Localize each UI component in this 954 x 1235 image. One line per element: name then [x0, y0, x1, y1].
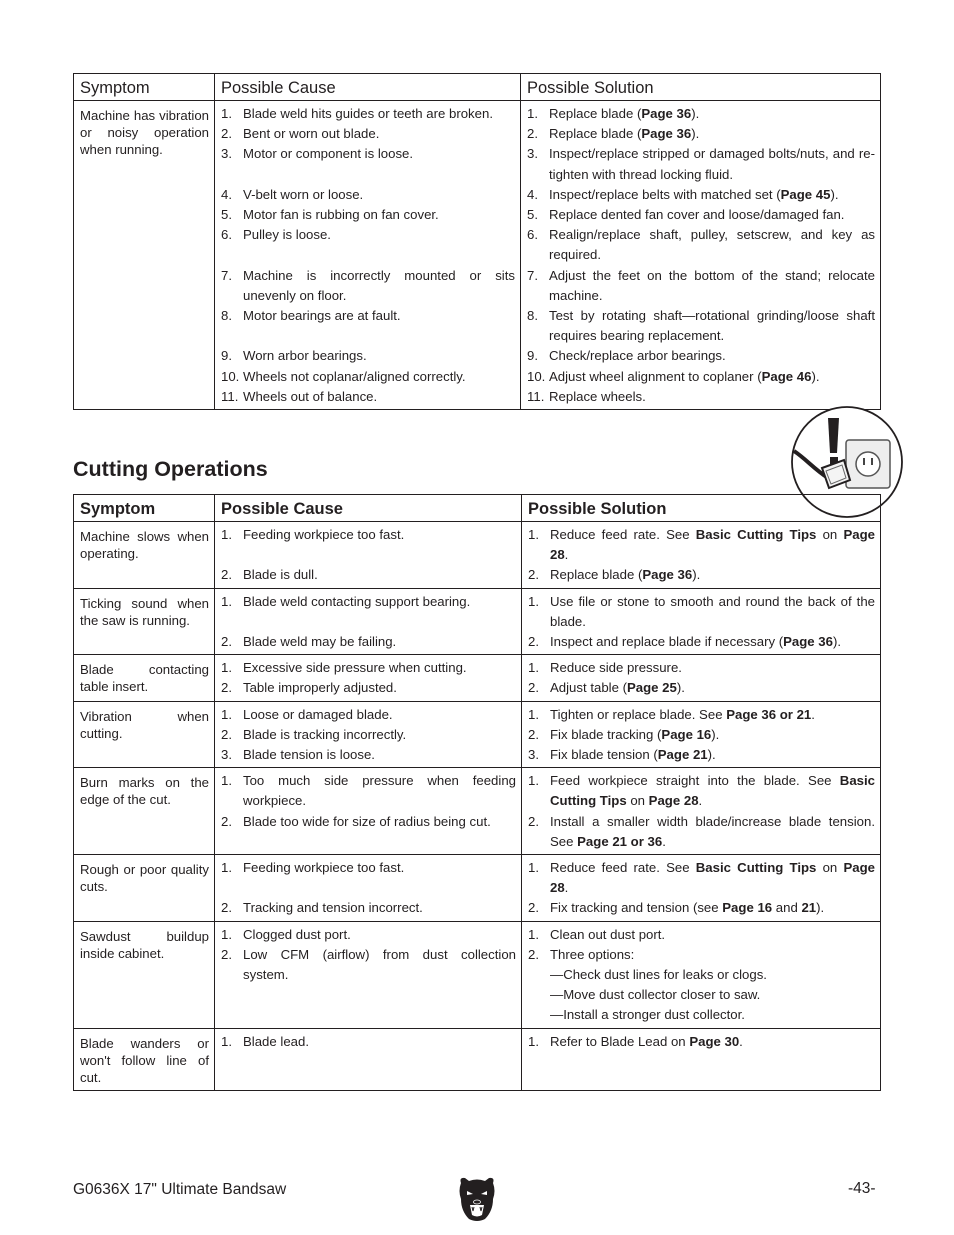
item-text: Use file or stone to smooth and round the back of the blade. — [550, 593, 875, 629]
item-number — [528, 1005, 550, 1025]
item-text: Realign/replace shaft, pulley, setscrew, and key as required. — [549, 227, 875, 263]
item-number: 3. — [221, 747, 232, 763]
table-row — [74, 522, 881, 589]
item-text: Machine is incorrectly mounted or sits unevenly on floor. — [243, 267, 515, 303]
table-row — [74, 855, 881, 922]
item-text: Motor bearings are at fault. — [243, 308, 401, 323]
item-text: Excessive side pressure when cutting. — [243, 660, 467, 676]
item-number: 2. — [528, 946, 539, 962]
cause-cell — [215, 588, 522, 655]
list-item — [221, 658, 516, 678]
item-number: 3. — [528, 747, 539, 763]
item-number: 2. — [528, 680, 539, 696]
list-item — [527, 306, 875, 346]
list-item — [221, 205, 515, 225]
list-item — [221, 771, 516, 811]
item-text: Adjust wheel alignment to coplaner (Page 46). — [549, 368, 820, 384]
item-text: Replace blade (Page 36). — [550, 567, 701, 583]
cause-cell — [215, 701, 522, 768]
list-item — [528, 658, 875, 678]
item-text: Low CFM (airflow) from dust collection system. — [243, 946, 516, 983]
item-text: Wheels out of balance. — [243, 388, 378, 404]
cause-cell — [215, 768, 522, 855]
item-text: Reduce feed rate. See Basic Cutting Tips on Page 28. — [550, 860, 875, 896]
item-text: Reduce side pressure. — [550, 660, 682, 676]
list-item — [528, 771, 875, 811]
item-number: 1. — [528, 1033, 539, 1049]
item-number: 8. — [221, 308, 232, 323]
list-item — [527, 185, 875, 205]
item-number: 11. — [527, 388, 545, 404]
solution-cell — [522, 701, 881, 768]
item-number: 2. — [221, 726, 232, 742]
list-item — [221, 745, 516, 765]
item-number: 1. — [528, 773, 539, 789]
item-number — [528, 985, 550, 1005]
item-number: 1. — [528, 860, 539, 876]
list-item — [528, 925, 875, 945]
item-text: Feeding workpiece too fast. — [243, 860, 405, 876]
cause-cell — [215, 855, 522, 922]
item-text: Install a smaller width blade/increase blade tension. See Page 21 or 36. — [550, 813, 875, 849]
list-item — [221, 306, 515, 326]
cause-cell — [215, 1028, 522, 1090]
cause-cell — [215, 522, 522, 589]
table-row — [74, 701, 881, 768]
list-item — [221, 387, 515, 407]
table-header-row — [74, 74, 881, 101]
item-text: Table improperly adjusted. — [243, 680, 397, 696]
symptom-cell: Ticking sound when the saw is running. — [74, 588, 215, 655]
item-number: 1. — [527, 106, 538, 121]
item-text: Inspect/replace stripped or damaged bolts/nuts, and re-tighten with thread locking fluid. — [549, 146, 875, 182]
symptom-cell: Machine has vibration or noisy operation when running. — [74, 101, 215, 410]
list-item — [221, 104, 515, 124]
header-possible-cause: Possible Cause — [215, 495, 522, 522]
item-text: Tracking and tension incorrect. — [243, 900, 423, 916]
list-item — [528, 965, 875, 985]
list-item — [221, 678, 516, 698]
header-possible-solution: Possible Solution — [522, 495, 881, 522]
item-text: Blade weld hits guides or teeth are broken. — [243, 106, 493, 121]
footer-model-name: G0636X 17" Ultimate Bandsaw — [73, 1181, 287, 1198]
item-number: 1. — [221, 106, 232, 121]
item-number: 2. — [221, 634, 232, 649]
item-number: 1. — [221, 593, 232, 609]
cause-cell — [215, 655, 522, 701]
item-text: Inspect/replace belts with matched set (Page 45). — [549, 186, 839, 202]
table-row — [74, 101, 881, 410]
symptom-cell: Machine slows when operating. — [74, 522, 215, 589]
item-text: Blade tension is loose. — [243, 747, 375, 763]
item-number: 1. — [221, 926, 232, 942]
item-text: Motor fan is rubbing on fan cover. — [243, 207, 439, 222]
solution-cell — [522, 855, 881, 922]
item-text: Blade lead. — [243, 1033, 309, 1049]
symptom-cell: Vibration when cutting. — [74, 701, 215, 768]
item-number: 1. — [221, 773, 232, 789]
list-item — [221, 945, 516, 985]
list-item — [527, 124, 875, 144]
item-text: Blade weld may be failing. — [243, 634, 397, 649]
item-number: 5. — [221, 207, 232, 222]
item-text: Three options: — [550, 946, 635, 962]
item-number: 10. — [527, 368, 546, 384]
item-number: 2. — [528, 567, 539, 583]
item-number: 2. — [221, 900, 232, 916]
item-number: 6. — [221, 227, 232, 243]
item-number: 2. — [528, 813, 539, 829]
item-text: Replace dented fan cover and loose/damaged fan. — [549, 207, 845, 223]
item-number: 1. — [221, 860, 232, 876]
troubleshooting-table-motor — [73, 73, 881, 410]
list-item — [528, 1005, 875, 1025]
list-item — [221, 1032, 516, 1052]
header-possible-cause: Possible Cause — [215, 74, 521, 101]
item-number: 4. — [527, 186, 538, 202]
solution-cell — [522, 921, 881, 1028]
list-item — [527, 225, 875, 265]
item-number: 1. — [528, 926, 539, 942]
solution-cell — [522, 655, 881, 701]
item-text: Replace wheels. — [549, 388, 646, 404]
item-text: Inspect and replace blade if necessary (Page 36). — [550, 634, 842, 650]
item-text: Feed workpiece straight into the blade. See Basic Cutting Tips on Page 28. — [550, 773, 875, 809]
item-number: 2. — [221, 813, 232, 829]
item-number: 2. — [221, 680, 232, 696]
list-item — [528, 632, 875, 652]
item-text: Replace blade (Page 36). — [549, 106, 700, 121]
list-item — [221, 266, 515, 306]
grizzly-bear-logo-icon — [457, 1175, 497, 1223]
item-number: 1. — [221, 527, 232, 542]
item-text: Pulley is loose. — [243, 227, 331, 243]
item-text: Wheels not coplanar/aligned correctly. — [243, 368, 466, 384]
list-item — [527, 104, 875, 124]
list-item — [527, 266, 875, 306]
item-text: Clean out dust port. — [550, 926, 666, 942]
item-text: Loose or damaged blade. — [243, 706, 393, 722]
list-item — [221, 898, 516, 918]
item-text: Blade is dull. — [243, 567, 318, 583]
page-number: -43- — [848, 1180, 876, 1197]
list-item — [528, 858, 875, 898]
solution-cell — [522, 522, 881, 589]
list-item — [527, 205, 875, 225]
list-item — [527, 367, 875, 387]
item-number: 1. — [528, 527, 539, 542]
item-number: 2. — [528, 634, 539, 650]
list-item — [221, 144, 515, 164]
item-text: Feeding workpiece too fast. — [243, 527, 405, 542]
item-text: Reduce feed rate. See Basic Cutting Tips on Page 28. — [550, 527, 875, 563]
item-text: V-belt worn or loose. — [243, 186, 364, 202]
item-number: 10. — [221, 368, 240, 384]
list-item — [221, 525, 516, 545]
solution-cell — [522, 1028, 881, 1090]
symptom-cell: Sawdust buildup inside cabinet. — [74, 921, 215, 1028]
item-text: Bent or worn out blade. — [243, 126, 380, 142]
list-item — [221, 565, 516, 585]
list-item — [221, 346, 515, 366]
list-item — [221, 185, 515, 205]
item-text: Clogged dust port. — [243, 926, 351, 942]
item-number — [528, 965, 550, 985]
list-item — [221, 705, 516, 725]
list-item — [221, 858, 516, 878]
list-item — [221, 592, 516, 612]
item-number: 3. — [221, 146, 232, 162]
list-item — [528, 592, 875, 632]
cause-cell — [215, 921, 522, 1028]
item-number: 4. — [221, 186, 232, 202]
item-text: —Install a stronger dust collector. — [550, 1007, 745, 1023]
item-text: Adjust the feet on the bottom of the stand; relocate machine. — [549, 267, 875, 303]
list-item — [221, 925, 516, 945]
table-row — [74, 921, 881, 1028]
table-header-row — [74, 495, 881, 522]
list-item — [528, 945, 875, 965]
list-item — [221, 632, 516, 652]
table-row — [74, 768, 881, 855]
section-title: Cutting Operations — [73, 457, 268, 481]
cause-cell — [215, 101, 521, 410]
symptom-cell: Rough or poor quality cuts. — [74, 855, 215, 922]
item-text: Blade too wide for size of radius being cut. — [243, 813, 491, 829]
item-number: 11. — [221, 388, 239, 404]
item-number: 1. — [221, 706, 232, 722]
list-item — [221, 225, 515, 245]
item-text: Test by rotating shaft—rotational grinding/loose shaft requires bearing replacement. — [549, 308, 875, 344]
list-item — [528, 812, 875, 852]
item-number: 2. — [528, 900, 539, 916]
item-number: 2. — [528, 726, 539, 742]
list-item — [221, 124, 515, 144]
item-number: 7. — [221, 267, 232, 283]
item-text: Fix blade tension (Page 21). — [550, 747, 716, 763]
header-symptom: Symptom — [74, 495, 215, 522]
solution-cell — [522, 768, 881, 855]
solution-cell — [521, 101, 881, 410]
list-item — [528, 745, 875, 765]
list-item — [528, 725, 875, 745]
item-text: Too much side pressure when feeding workpiece. — [243, 773, 516, 809]
item-number: 1. — [528, 706, 539, 722]
item-text: Worn arbor bearings. — [243, 348, 367, 364]
item-text: —Move dust collector closer to saw. — [550, 987, 761, 1003]
item-number: 7. — [527, 267, 538, 283]
item-text: Blade is tracking incorrectly. — [243, 726, 407, 742]
item-number: 1. — [221, 660, 232, 676]
symptom-cell: Blade wanders or won't follow line of cut. — [74, 1028, 215, 1090]
solution-cell — [522, 588, 881, 655]
troubleshooting-table-cutting — [73, 494, 881, 1091]
list-item — [528, 985, 875, 1005]
item-number: 6. — [527, 227, 538, 243]
item-number: 5. — [527, 207, 538, 223]
header-symptom: Symptom — [74, 74, 215, 101]
item-text: Fix tracking and tension (see Page 16 and 21). — [550, 900, 825, 916]
list-item — [527, 346, 875, 366]
item-number: 1. — [221, 1033, 232, 1049]
item-text: Check/replace arbor bearings. — [549, 348, 726, 364]
header-possible-solution: Possible Solution — [521, 74, 881, 101]
item-number: 3. — [527, 146, 538, 162]
item-number: 9. — [527, 348, 538, 364]
item-text: Fix blade tracking (Page 16). — [550, 726, 720, 742]
item-text: Tighten or replace blade. See Page 36 or 21. — [550, 706, 815, 722]
table-row — [74, 588, 881, 655]
list-item — [528, 678, 875, 698]
item-number: 2. — [221, 567, 232, 583]
item-number: 8. — [527, 308, 538, 324]
list-item — [528, 565, 875, 585]
item-text: —Check dust lines for leaks or clogs. — [550, 967, 767, 983]
list-item — [528, 525, 875, 565]
list-item — [528, 705, 875, 725]
item-number: 2. — [221, 126, 232, 142]
table-row — [74, 1028, 881, 1090]
symptom-cell: Burn marks on the edge of the cut. — [74, 768, 215, 855]
table-row — [74, 655, 881, 701]
list-item — [221, 725, 516, 745]
item-text: Refer to Blade Lead on Page 30. — [550, 1033, 743, 1049]
item-number: 2. — [221, 946, 232, 962]
item-number: 1. — [528, 660, 539, 676]
item-text: Blade weld contacting support bearing. — [243, 593, 471, 609]
list-item — [528, 898, 875, 918]
list-item — [221, 367, 515, 387]
list-item — [528, 1032, 875, 1052]
list-item — [527, 144, 875, 184]
list-item — [221, 812, 516, 832]
item-number: 1. — [528, 593, 539, 609]
item-text: Replace blade (Page 36). — [549, 126, 700, 142]
item-text: Motor or component is loose. — [243, 146, 414, 162]
item-text: Adjust table (Page 25). — [550, 680, 685, 696]
symptom-cell: Blade contacting table insert. — [74, 655, 215, 701]
item-number: 2. — [527, 126, 538, 142]
item-number: 9. — [221, 348, 232, 364]
